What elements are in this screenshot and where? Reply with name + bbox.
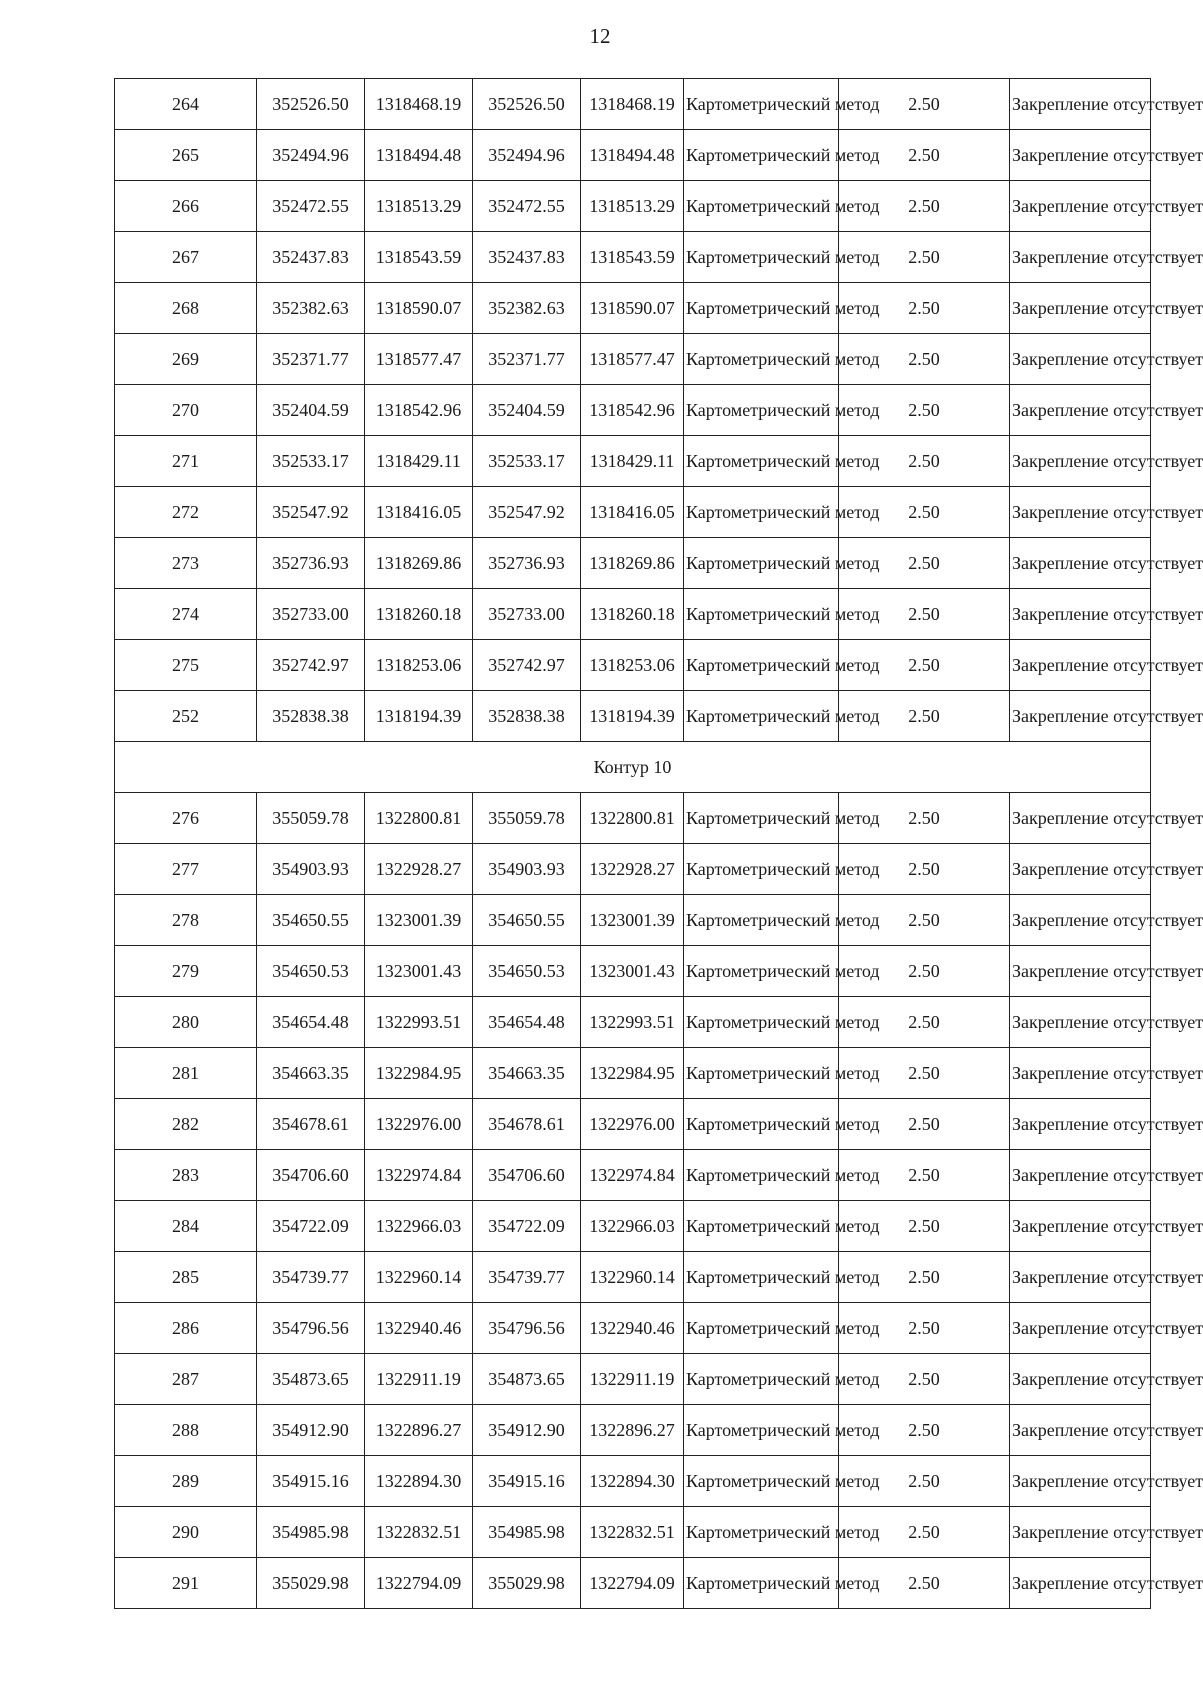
y-new-cell: 1322928.27	[581, 844, 684, 895]
y-old-cell: 1318269.86	[365, 538, 473, 589]
y-old-cell: 1318590.07	[365, 283, 473, 334]
point-number-cell: 287	[115, 1354, 257, 1405]
x-old-cell: 352437.83	[257, 232, 365, 283]
fixing-cell: Закрепление отсутствует	[1010, 436, 1151, 487]
fixing-cell: Закрепление отсутствует	[1010, 487, 1151, 538]
accuracy-cell: 2.50	[839, 1150, 1010, 1201]
y-new-cell: 1318194.39	[581, 691, 684, 742]
y-new-cell: 1323001.39	[581, 895, 684, 946]
point-number-cell: 252	[115, 691, 257, 742]
method-cell: Картометрический метод	[684, 181, 839, 232]
x-new-cell: 354706.60	[473, 1150, 581, 1201]
accuracy-cell: 2.50	[839, 793, 1010, 844]
accuracy-cell: 2.50	[839, 997, 1010, 1048]
fixing-cell: Закрепление отсутствует	[1010, 1354, 1151, 1405]
fixing-cell: Закрепление отсутствует	[1010, 181, 1151, 232]
x-old-cell: 354915.16	[257, 1456, 365, 1507]
y-new-cell: 1318260.18	[581, 589, 684, 640]
table-row	[115, 1558, 1151, 1609]
x-old-cell: 354985.98	[257, 1507, 365, 1558]
y-new-cell: 1323001.43	[581, 946, 684, 997]
x-new-cell: 354796.56	[473, 1303, 581, 1354]
accuracy-cell: 2.50	[839, 487, 1010, 538]
x-old-cell: 354739.77	[257, 1252, 365, 1303]
x-old-cell: 352371.77	[257, 334, 365, 385]
x-new-cell: 352838.38	[473, 691, 581, 742]
x-new-cell: 354739.77	[473, 1252, 581, 1303]
table-row	[115, 844, 1151, 895]
fixing-cell: Закрепление отсутствует	[1010, 79, 1151, 130]
point-number-cell: 270	[115, 385, 257, 436]
point-number-cell: 281	[115, 1048, 257, 1099]
y-new-cell: 1322966.03	[581, 1201, 684, 1252]
accuracy-cell: 2.50	[839, 334, 1010, 385]
x-old-cell: 354678.61	[257, 1099, 365, 1150]
point-number-cell: 266	[115, 181, 257, 232]
page-number: 12	[589, 24, 611, 48]
x-new-cell: 352382.63	[473, 283, 581, 334]
x-new-cell: 354678.61	[473, 1099, 581, 1150]
accuracy-cell: 2.50	[839, 1252, 1010, 1303]
fixing-cell: Закрепление отсутствует	[1010, 334, 1151, 385]
x-new-cell: 355029.98	[473, 1558, 581, 1609]
point-number-cell: 269	[115, 334, 257, 385]
accuracy-cell: 2.50	[839, 1303, 1010, 1354]
method-cell: Картометрический метод	[684, 640, 839, 691]
fixing-cell: Закрепление отсутствует	[1010, 895, 1151, 946]
y-new-cell: 1322960.14	[581, 1252, 684, 1303]
y-old-cell: 1318543.59	[365, 232, 473, 283]
x-old-cell: 354663.35	[257, 1048, 365, 1099]
accuracy-cell: 2.50	[839, 283, 1010, 334]
accuracy-cell: 2.50	[839, 640, 1010, 691]
fixing-cell: Закрепление отсутствует	[1010, 1201, 1151, 1252]
table-row	[115, 232, 1151, 283]
x-old-cell: 352494.96	[257, 130, 365, 181]
x-new-cell: 352733.00	[473, 589, 581, 640]
y-old-cell: 1322940.46	[365, 1303, 473, 1354]
accuracy-cell: 2.50	[839, 1507, 1010, 1558]
y-new-cell: 1322911.19	[581, 1354, 684, 1405]
accuracy-cell: 2.50	[839, 385, 1010, 436]
accuracy-cell: 2.50	[839, 844, 1010, 895]
y-old-cell: 1323001.43	[365, 946, 473, 997]
y-new-cell: 1322974.84	[581, 1150, 684, 1201]
x-new-cell: 355059.78	[473, 793, 581, 844]
method-cell: Картометрический метод	[684, 793, 839, 844]
accuracy-cell: 2.50	[839, 1354, 1010, 1405]
point-number-cell: 275	[115, 640, 257, 691]
point-number-cell: 280	[115, 997, 257, 1048]
method-cell: Картометрический метод	[684, 1456, 839, 1507]
y-old-cell: 1322976.00	[365, 1099, 473, 1150]
table-row	[115, 436, 1151, 487]
accuracy-cell: 2.50	[839, 691, 1010, 742]
accuracy-cell: 2.50	[839, 1048, 1010, 1099]
y-new-cell: 1322894.30	[581, 1456, 684, 1507]
y-new-cell: 1322993.51	[581, 997, 684, 1048]
y-old-cell: 1322928.27	[365, 844, 473, 895]
y-new-cell: 1318590.07	[581, 283, 684, 334]
accuracy-cell: 2.50	[839, 538, 1010, 589]
method-cell: Картометрический метод	[684, 1099, 839, 1150]
point-number-cell: 274	[115, 589, 257, 640]
y-old-cell: 1318468.19	[365, 79, 473, 130]
accuracy-cell: 2.50	[839, 1558, 1010, 1609]
x-old-cell: 352838.38	[257, 691, 365, 742]
table-row	[115, 640, 1151, 691]
y-new-cell: 1318269.86	[581, 538, 684, 589]
y-old-cell: 1322960.14	[365, 1252, 473, 1303]
method-cell: Картометрический метод	[684, 79, 839, 130]
accuracy-cell: 2.50	[839, 79, 1010, 130]
method-cell: Картометрический метод	[684, 436, 839, 487]
point-number-cell: 277	[115, 844, 257, 895]
table-row	[115, 589, 1151, 640]
x-new-cell: 352371.77	[473, 334, 581, 385]
y-old-cell: 1318494.48	[365, 130, 473, 181]
method-cell: Картометрический метод	[684, 130, 839, 181]
x-old-cell: 355029.98	[257, 1558, 365, 1609]
fixing-cell: Закрепление отсутствует	[1010, 1252, 1151, 1303]
x-old-cell: 352736.93	[257, 538, 365, 589]
x-new-cell: 354873.65	[473, 1354, 581, 1405]
x-old-cell: 352472.55	[257, 181, 365, 232]
y-old-cell: 1318253.06	[365, 640, 473, 691]
y-new-cell: 1318468.19	[581, 79, 684, 130]
x-new-cell: 352437.83	[473, 232, 581, 283]
x-new-cell: 352533.17	[473, 436, 581, 487]
point-number-cell: 267	[115, 232, 257, 283]
point-number-cell: 289	[115, 1456, 257, 1507]
y-old-cell: 1318429.11	[365, 436, 473, 487]
y-old-cell: 1322993.51	[365, 997, 473, 1048]
x-old-cell: 355059.78	[257, 793, 365, 844]
method-cell: Картометрический метод	[684, 1405, 839, 1456]
x-old-cell: 354796.56	[257, 1303, 365, 1354]
x-old-cell: 352526.50	[257, 79, 365, 130]
point-number-cell: 285	[115, 1252, 257, 1303]
x-old-cell: 352733.00	[257, 589, 365, 640]
x-old-cell: 352404.59	[257, 385, 365, 436]
fixing-cell: Закрепление отсутствует	[1010, 1558, 1151, 1609]
x-old-cell: 352547.92	[257, 487, 365, 538]
fixing-cell: Закрепление отсутствует	[1010, 1150, 1151, 1201]
table-row	[115, 1252, 1151, 1303]
table-row	[115, 1405, 1151, 1456]
table-row	[115, 793, 1151, 844]
fixing-cell: Закрепление отсутствует	[1010, 844, 1151, 895]
method-cell: Картометрический метод	[684, 538, 839, 589]
table-row	[115, 1201, 1151, 1252]
method-cell: Картометрический метод	[684, 844, 839, 895]
y-old-cell: 1318416.05	[365, 487, 473, 538]
fixing-cell: Закрепление отсутствует	[1010, 232, 1151, 283]
point-number-cell: 273	[115, 538, 257, 589]
y-old-cell: 1322800.81	[365, 793, 473, 844]
table-row	[115, 385, 1151, 436]
fixing-cell: Закрепление отсутствует	[1010, 997, 1151, 1048]
table-row	[115, 79, 1151, 130]
fixing-cell: Закрепление отсутствует	[1010, 640, 1151, 691]
fixing-cell: Закрепление отсутствует	[1010, 1099, 1151, 1150]
method-cell: Картометрический метод	[684, 946, 839, 997]
y-new-cell: 1318513.29	[581, 181, 684, 232]
y-new-cell: 1322794.09	[581, 1558, 684, 1609]
x-new-cell: 354650.55	[473, 895, 581, 946]
y-old-cell: 1322896.27	[365, 1405, 473, 1456]
point-number-cell: 271	[115, 436, 257, 487]
method-cell: Картометрический метод	[684, 1048, 839, 1099]
x-old-cell: 354873.65	[257, 1354, 365, 1405]
contour-section-row	[115, 742, 1151, 793]
point-number-cell: 291	[115, 1558, 257, 1609]
y-old-cell: 1318513.29	[365, 181, 473, 232]
y-old-cell: 1318542.96	[365, 385, 473, 436]
y-new-cell: 1318542.96	[581, 385, 684, 436]
fixing-cell: Закрепление отсутствует	[1010, 1303, 1151, 1354]
accuracy-cell: 2.50	[839, 1201, 1010, 1252]
y-old-cell: 1322911.19	[365, 1354, 473, 1405]
table-row	[115, 1099, 1151, 1150]
table-row	[115, 283, 1151, 334]
x-old-cell: 354650.53	[257, 946, 365, 997]
table-row	[115, 691, 1151, 742]
x-old-cell: 354706.60	[257, 1150, 365, 1201]
x-old-cell: 352382.63	[257, 283, 365, 334]
method-cell: Картометрический метод	[684, 1150, 839, 1201]
table-row	[115, 1150, 1151, 1201]
fixing-cell: Закрепление отсутствует	[1010, 538, 1151, 589]
accuracy-cell: 2.50	[839, 232, 1010, 283]
y-new-cell: 1322976.00	[581, 1099, 684, 1150]
point-number-cell: 265	[115, 130, 257, 181]
x-new-cell: 352547.92	[473, 487, 581, 538]
x-new-cell: 354985.98	[473, 1507, 581, 1558]
fixing-cell: Закрепление отсутствует	[1010, 1405, 1151, 1456]
x-old-cell: 352742.97	[257, 640, 365, 691]
point-number-cell: 276	[115, 793, 257, 844]
table-row	[115, 1507, 1151, 1558]
fixing-cell: Закрепление отсутствует	[1010, 1507, 1151, 1558]
x-new-cell: 354722.09	[473, 1201, 581, 1252]
x-new-cell: 352404.59	[473, 385, 581, 436]
fixing-cell: Закрепление отсутствует	[1010, 589, 1151, 640]
y-new-cell: 1322896.27	[581, 1405, 684, 1456]
table-row	[115, 895, 1151, 946]
point-number-cell: 268	[115, 283, 257, 334]
method-cell: Картометрический метод	[684, 334, 839, 385]
x-old-cell: 354912.90	[257, 1405, 365, 1456]
y-old-cell: 1318260.18	[365, 589, 473, 640]
fixing-cell: Закрепление отсутствует	[1010, 130, 1151, 181]
x-new-cell: 354663.35	[473, 1048, 581, 1099]
x-new-cell: 352472.55	[473, 181, 581, 232]
x-old-cell: 354650.55	[257, 895, 365, 946]
method-cell: Картометрический метод	[684, 1507, 839, 1558]
y-new-cell: 1318577.47	[581, 334, 684, 385]
accuracy-cell: 2.50	[839, 436, 1010, 487]
method-cell: Картометрический метод	[684, 1201, 839, 1252]
y-new-cell: 1318543.59	[581, 232, 684, 283]
point-number-cell: 288	[115, 1405, 257, 1456]
y-old-cell: 1322894.30	[365, 1456, 473, 1507]
table-row	[115, 946, 1151, 997]
point-number-cell: 264	[115, 79, 257, 130]
method-cell: Картометрический метод	[684, 283, 839, 334]
accuracy-cell: 2.50	[839, 130, 1010, 181]
y-new-cell: 1322984.95	[581, 1048, 684, 1099]
table-row	[115, 334, 1151, 385]
table-row	[115, 1048, 1151, 1099]
x-new-cell: 354654.48	[473, 997, 581, 1048]
y-old-cell: 1318194.39	[365, 691, 473, 742]
table-row	[115, 130, 1151, 181]
coordinates-table-body	[115, 79, 1203, 1609]
method-cell: Картометрический метод	[684, 232, 839, 283]
x-new-cell: 352526.50	[473, 79, 581, 130]
method-cell: Картометрический метод	[684, 487, 839, 538]
method-cell: Картометрический метод	[684, 691, 839, 742]
table-row	[115, 1456, 1151, 1507]
point-number-cell: 290	[115, 1507, 257, 1558]
x-new-cell: 354912.90	[473, 1405, 581, 1456]
fixing-cell: Закрепление отсутствует	[1010, 1048, 1151, 1099]
accuracy-cell: 2.50	[839, 1405, 1010, 1456]
point-number-cell: 282	[115, 1099, 257, 1150]
y-new-cell: 1322940.46	[581, 1303, 684, 1354]
accuracy-cell: 2.50	[839, 1099, 1010, 1150]
x-new-cell: 352742.97	[473, 640, 581, 691]
x-new-cell: 354903.93	[473, 844, 581, 895]
x-old-cell: 354722.09	[257, 1201, 365, 1252]
method-cell: Картометрический метод	[684, 589, 839, 640]
coordinates-table	[114, 78, 1203, 1609]
point-number-cell: 272	[115, 487, 257, 538]
point-number-cell: 286	[115, 1303, 257, 1354]
y-old-cell: 1322966.03	[365, 1201, 473, 1252]
y-new-cell: 1318494.48	[581, 130, 684, 181]
table-row	[115, 181, 1151, 232]
x-new-cell: 352736.93	[473, 538, 581, 589]
table-row	[115, 538, 1151, 589]
y-old-cell: 1322832.51	[365, 1507, 473, 1558]
method-cell: Картометрический метод	[684, 1354, 839, 1405]
accuracy-cell: 2.50	[839, 589, 1010, 640]
method-cell: Картометрический метод	[684, 895, 839, 946]
table-row	[115, 1354, 1151, 1405]
x-new-cell: 352494.96	[473, 130, 581, 181]
fixing-cell: Закрепление отсутствует	[1010, 283, 1151, 334]
y-old-cell: 1322984.95	[365, 1048, 473, 1099]
accuracy-cell: 2.50	[839, 946, 1010, 997]
method-cell: Картометрический метод	[684, 997, 839, 1048]
contour-title: Контур 10	[115, 742, 1151, 793]
point-number-cell: 284	[115, 1201, 257, 1252]
y-new-cell: 1322800.81	[581, 793, 684, 844]
method-cell: Картометрический метод	[684, 1303, 839, 1354]
y-new-cell: 1322832.51	[581, 1507, 684, 1558]
point-number-cell: 283	[115, 1150, 257, 1201]
x-new-cell: 354650.53	[473, 946, 581, 997]
y-new-cell: 1318416.05	[581, 487, 684, 538]
method-cell: Картометрический метод	[684, 385, 839, 436]
accuracy-cell: 2.50	[839, 181, 1010, 232]
x-new-cell: 354915.16	[473, 1456, 581, 1507]
point-number-cell: 279	[115, 946, 257, 997]
y-new-cell: 1318429.11	[581, 436, 684, 487]
x-old-cell: 354903.93	[257, 844, 365, 895]
point-number-cell: 278	[115, 895, 257, 946]
method-cell: Картометрический метод	[684, 1252, 839, 1303]
y-old-cell: 1323001.39	[365, 895, 473, 946]
table-row	[115, 487, 1151, 538]
y-old-cell: 1322794.09	[365, 1558, 473, 1609]
accuracy-cell: 2.50	[839, 1456, 1010, 1507]
fixing-cell: Закрепление отсутствует	[1010, 691, 1151, 742]
y-old-cell: 1322974.84	[365, 1150, 473, 1201]
fixing-cell: Закрепление отсутствует	[1010, 946, 1151, 997]
y-new-cell: 1318253.06	[581, 640, 684, 691]
x-old-cell: 354654.48	[257, 997, 365, 1048]
method-cell: Картометрический метод	[684, 1558, 839, 1609]
fixing-cell: Закрепление отсутствует	[1010, 1456, 1151, 1507]
table-row	[115, 997, 1151, 1048]
y-old-cell: 1318577.47	[365, 334, 473, 385]
x-old-cell: 352533.17	[257, 436, 365, 487]
table-row	[115, 1303, 1151, 1354]
fixing-cell: Закрепление отсутствует	[1010, 793, 1151, 844]
accuracy-cell: 2.50	[839, 895, 1010, 946]
fixing-cell: Закрепление отсутствует	[1010, 385, 1151, 436]
